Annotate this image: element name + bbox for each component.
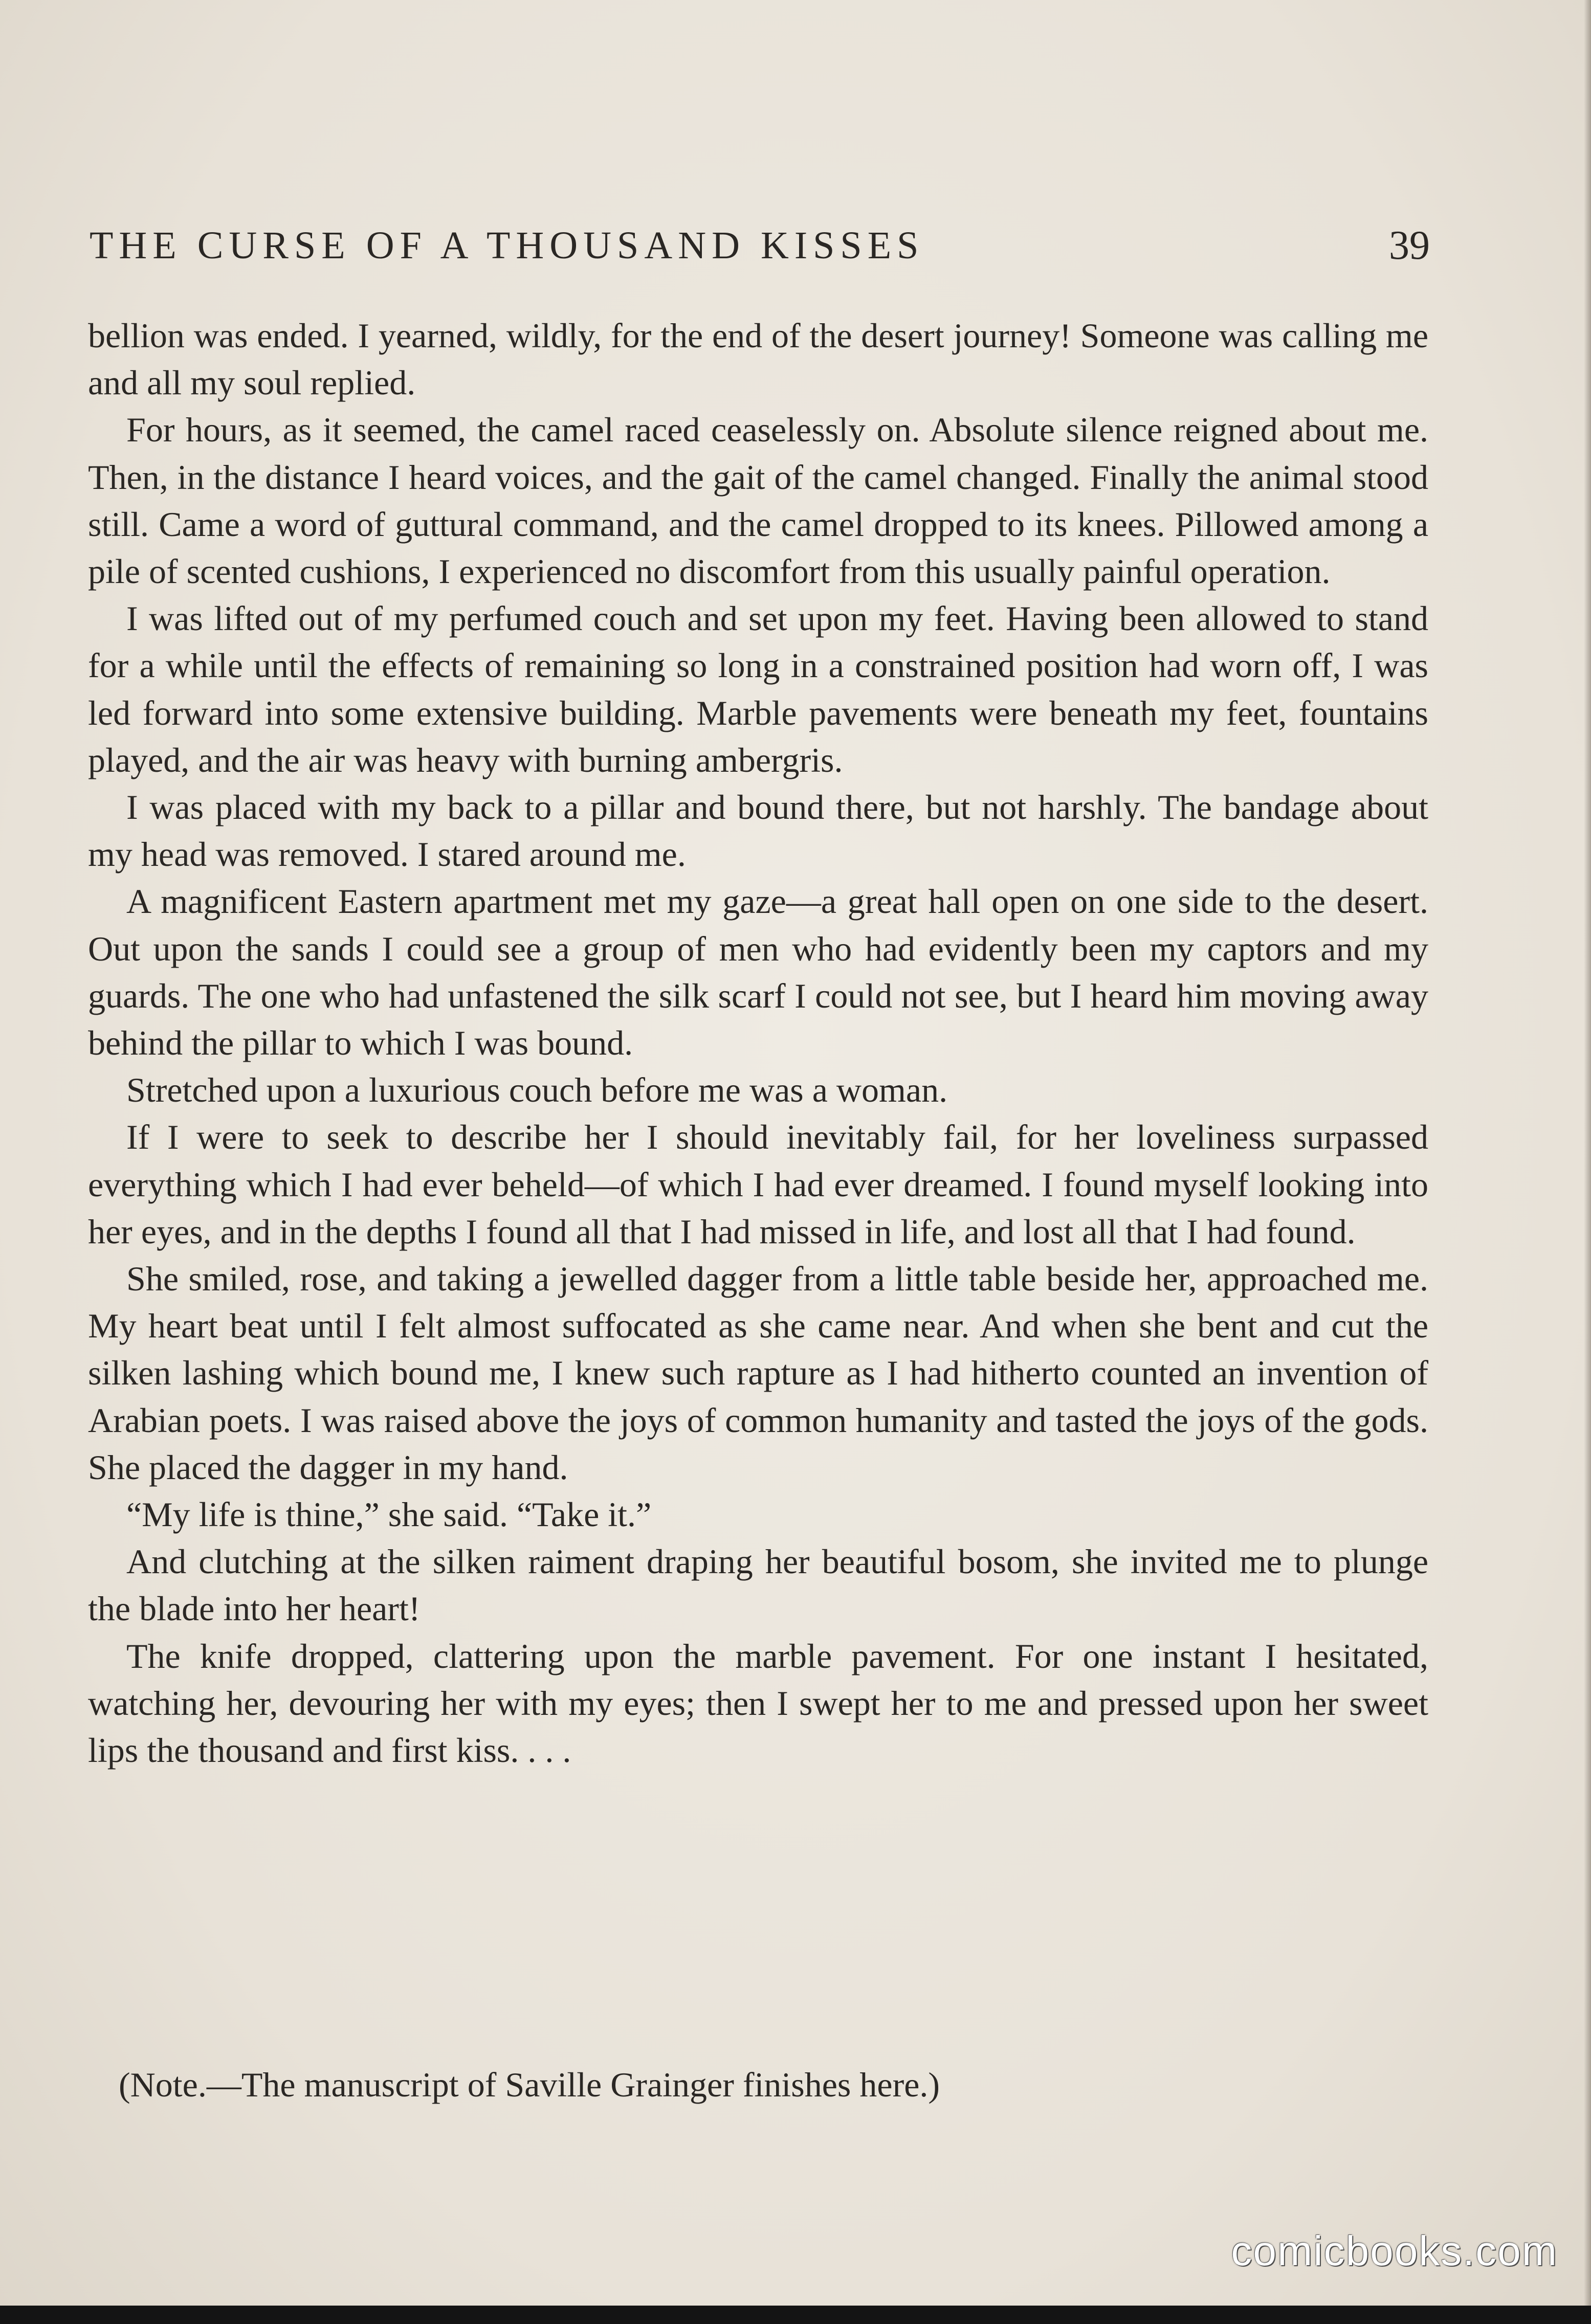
paragraph: I was lifted out of my perfumed couch and set upon my feet. Having been allowed to stand for a while until the effects of remaining so long in a constrained position had worn off, I was led forward into some extensive building. Marble pavements were beneath my feet, fountains played, and the air was heavy with burning ambergris. <box>88 599 1428 779</box>
paragraph: A magnificent Eastern apartment met my gaze—a great hall open on one side to the desert. Out upon the sands I could see a group of men who had evidently been my captors and my guards. The one who had unfastened the silk scarf I could not see, but I heard him moving away behind the pillar to which I was bound. <box>88 882 1428 1063</box>
paragraph: She smiled, rose, and taking a jewelled dagger from a little table beside her, approached me. My heart beat until I felt almost suffocated as she came near. And when she bent and cut the silken lashing which bound me, I knew such rapture as I had hitherto counted an invention of Arabian poets. I was raised above the joys of common humanity and tasted the joys of the gods. She placed the dagger in my hand. <box>88 1259 1428 1487</box>
paragraph: I was placed with my back to a pillar and bound there, but not harshly. The bandage about my head was removed. I stared around me. <box>88 788 1428 874</box>
manuscript-note: (Note.—The manuscript of Saville Grainger finishes here.) <box>119 2065 940 2104</box>
paragraph: Stretched upon a luxurious couch before me was a woman. <box>126 1070 948 1110</box>
running-head <box>90 217 1430 274</box>
paragraph: If I were to seek to describe her I should inevitably fail, for her loveliness surpassed everything which I had ever beheld—of which I had ever dreamed. I found myself looking into her eyes, and in the depths I found all that I had missed in life, and lost all that I had found. <box>88 1118 1428 1251</box>
paragraph: bellion was ended. I yearned, wildly, for the end of the desert journey! Someone was calling me and all my soul replied. <box>88 316 1428 403</box>
paragraph: “My life is thine,” she said. “Take it.” <box>126 1495 652 1534</box>
scan-bottom-edge <box>0 2306 1591 2324</box>
watermark: comicbooks.com <box>1231 2228 1558 2274</box>
paragraph: For hours, as it seemed, the camel raced ceaselessly on. Absolute silence reigned about me. Then, in the distance I heard voices, and the gait of the camel changed. Finally the animal stood still. Came a word of guttural command, and the camel dropped to its knees. Pillowed among a pile of scented cushions, I experienced no discomfort from this usually painful operation. <box>88 410 1428 591</box>
running-title: THE CURSE OF A THOUSAND KISSES <box>90 224 924 267</box>
paragraph: The knife dropped, clattering upon the marble pavement. For one instant I hesitated, watching her, devouring her with my eyes; then I swept her to me and pressed upon her sweet lips the thousand and first kiss. . . . <box>88 1636 1428 1770</box>
page-edge-shadow <box>1584 0 1591 2324</box>
paragraph: And clutching at the silken raiment draping her beautiful bosom, she invited me to plunge the blade into her heart! <box>88 1542 1428 1628</box>
page-number: 39 <box>1389 223 1430 268</box>
body-text <box>88 312 1428 1774</box>
